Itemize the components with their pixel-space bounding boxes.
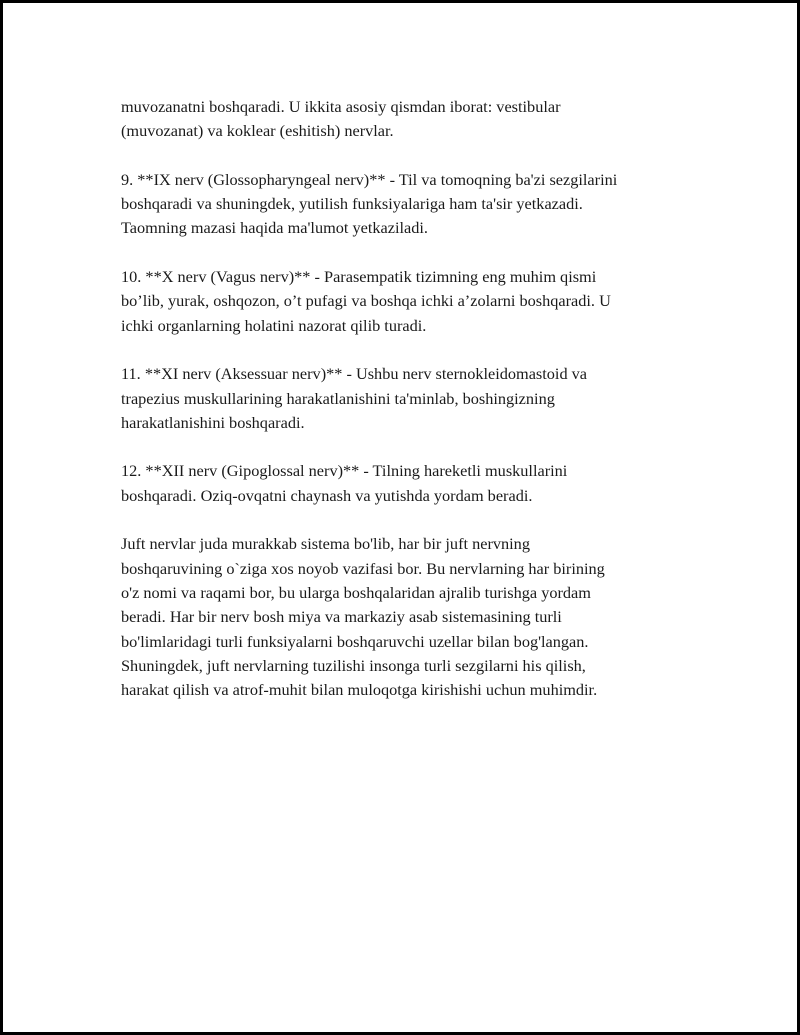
text-line: boshqaradi. Oziq-ovqatni chaynash va yutishda yordam beradi. bbox=[121, 485, 533, 505]
text-line: ichki organlarning holatini nazorat qilib turadi. bbox=[121, 315, 427, 335]
paragraph-summary bbox=[121, 532, 701, 702]
text-line: boshqaruvining o`ziga xos noyob vazifasi bor. Bu nervlarning har birining bbox=[121, 558, 605, 578]
text-line: 10. **X nerv (Vagus nerv)** - Parasempatik tizimning eng muhim qismi bbox=[121, 267, 597, 287]
text-line: beradi. Har bir nerv bosh miya va markaziy asab sistemasining turli bbox=[121, 607, 562, 627]
paragraph-nerve-x bbox=[121, 265, 701, 338]
text-line: Taomning mazasi haqida ma'lumot yetkaziladi. bbox=[121, 218, 428, 238]
paragraph-nerve-xi bbox=[121, 362, 701, 435]
text-line: boshqaradi va shuningdek, yutilish funksiyalariga ham ta'sir yetkazadi. bbox=[121, 194, 583, 214]
text-line: harakat qilish va atrof-muhit bilan muloqotga kirishishi uchun muhimdir. bbox=[121, 680, 598, 700]
paragraph-vestibulocochlear-continued bbox=[121, 95, 701, 144]
text-line: Shuningdek, juft nervlarning tuzilishi insonga turli sezgilarni his qilish, bbox=[121, 655, 586, 675]
text-line: bo'limlaridagi turli funksiyalarni boshqaruvchi uzellar bilan bog'langan. bbox=[121, 631, 589, 651]
document-body bbox=[121, 95, 701, 727]
text-line: Juft nervlar juda murakkab sistema bo'lib, har bir juft nervning bbox=[121, 534, 530, 554]
text-line: (muvozanat) va koklear (eshitish) nervlar. bbox=[121, 121, 394, 141]
text-line: muvozanatni boshqaradi. U ikkita asosiy qismdan iborat: vestibular bbox=[121, 97, 561, 116]
text-line: harakatlanishini boshqaradi. bbox=[121, 412, 305, 432]
text-line: bo’lib, yurak, oshqozon, o’t pufagi va boshqa ichki a’zolarni boshqaradi. U bbox=[121, 291, 611, 311]
text-line: o'z nomi va raqami bor, bu ularga boshqalaridan ajralib turishga yordam bbox=[121, 582, 591, 602]
paragraph-nerve-ix bbox=[121, 168, 701, 241]
paragraph-nerve-xii bbox=[121, 459, 701, 508]
text-line: trapezius muskullarining harakatlanishini ta'minlab, boshingizning bbox=[121, 388, 555, 408]
text-line: 12. **XII nerv (Gipoglossal nerv)** - Tilning hareketli muskullarini bbox=[121, 461, 568, 481]
text-line: 11. **XI nerv (Aksessuar nerv)** - Ushbu nerv sternokleidomastoid va bbox=[121, 364, 588, 384]
text-line: 9. **IX nerv (Glossopharyngeal nerv)** - Til va tomoqning ba'zi sezgilarini bbox=[121, 169, 618, 189]
